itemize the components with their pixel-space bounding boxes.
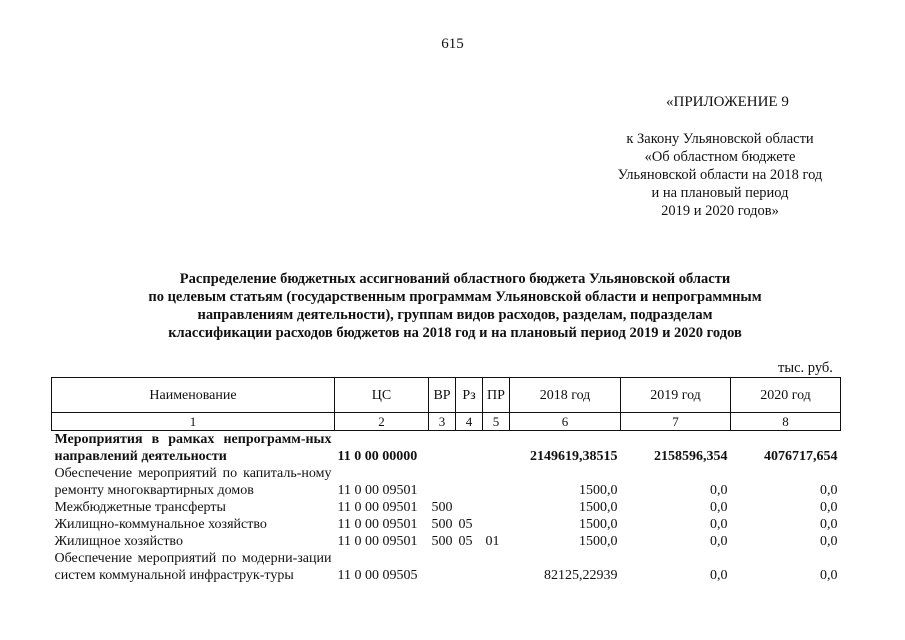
row-pr: 01 (485, 534, 500, 549)
row-cs: 11 0 00 09501 (337, 517, 418, 532)
column-number: 5 (483, 413, 510, 431)
header-name: Наименование (52, 378, 335, 413)
header-rz: Рз (456, 378, 483, 413)
row-name: Межбюджетные трансферты (54, 500, 226, 515)
law-reference-line: к Закону Ульяновской области (626, 131, 814, 147)
law-reference (600, 130, 840, 220)
header-pr: ПР (483, 378, 510, 413)
row-name: Обеспечение мероприятий по модерни-зации систем коммунальной инфраструк-туры (54, 551, 332, 583)
row-pr (483, 550, 510, 584)
row-vr (429, 550, 456, 584)
row-2018: 1500,0 (579, 517, 618, 532)
appendix-title: «ПРИЛОЖЕНИЕ 9 (666, 94, 789, 110)
document-title (60, 270, 850, 342)
column-number: 3 (429, 413, 456, 431)
row-2020: 4076717,654 (764, 449, 838, 464)
row-cs: 11 0 00 00000 (337, 449, 418, 464)
column-number: 1 (52, 413, 335, 431)
law-reference-line: и на плановый период (651, 185, 789, 201)
row-vr: 500 (431, 500, 453, 515)
row-rz (456, 499, 483, 516)
column-number: 7 (621, 413, 731, 431)
row-rz (456, 431, 483, 466)
header-2018: 2018 год (510, 378, 621, 413)
row-2020: 0,0 (820, 517, 838, 532)
title-line: классификации расходов бюджетов на 2018 год и на плановый период 2019 и 2020 годов (168, 325, 742, 341)
row-cs: 11 0 00 09501 (337, 534, 418, 549)
table-row (52, 516, 841, 533)
column-number: 2 (335, 413, 429, 431)
table-row (52, 550, 841, 584)
header-row (52, 378, 841, 413)
header-vr: ВР (429, 378, 456, 413)
row-cs: 11 0 00 09501 (337, 483, 418, 498)
row-pr (483, 465, 510, 499)
column-number: 6 (510, 413, 621, 431)
row-2019: 2158596,354 (654, 449, 728, 464)
row-2019: 0,0 (710, 534, 728, 549)
row-2019: 0,0 (710, 568, 728, 583)
row-vr (429, 431, 456, 466)
row-2019: 0,0 (710, 500, 728, 515)
row-pr (483, 516, 510, 533)
row-name: Жилищное хозяйство (54, 534, 183, 549)
row-vr: 500 (431, 534, 453, 549)
row-2018: 2149619,38515 (530, 449, 618, 464)
row-2019: 0,0 (710, 483, 728, 498)
row-2020: 0,0 (820, 500, 838, 515)
law-reference-line: Ульяновской области на 2018 год (617, 167, 823, 183)
law-reference-line: 2019 и 2020 годов» (661, 203, 779, 219)
law-reference-line: «Об областном бюджете (644, 149, 796, 165)
row-pr (483, 431, 510, 466)
budget-table (51, 377, 841, 584)
row-2018: 1500,0 (579, 500, 618, 515)
row-2018: 1500,0 (579, 534, 618, 549)
row-2019: 0,0 (710, 517, 728, 532)
row-name: Обеспечение мероприятий по капиталь-ному ремонту многоквартирных домов (54, 466, 332, 498)
header-2019: 2019 год (621, 378, 731, 413)
row-vr: 500 (431, 517, 453, 532)
row-2018: 82125,22939 (544, 568, 618, 583)
row-rz (456, 465, 483, 499)
row-2020: 0,0 (820, 568, 838, 583)
header-cs: ЦС (335, 378, 429, 413)
title-line: по целевым статьям (государственным программам Ульяновской области и непрограммным (148, 289, 762, 305)
title-line: направлениям деятельности), группам видов расходов, разделам, подразделам (197, 307, 713, 323)
row-pr (483, 499, 510, 516)
table-row (52, 465, 841, 499)
header-2020: 2020 год (731, 378, 841, 413)
table-row (52, 431, 841, 466)
column-number-row (52, 413, 841, 431)
row-2020: 0,0 (820, 483, 838, 498)
row-vr (429, 465, 456, 499)
page-number: 615 (441, 36, 464, 52)
row-cs: 11 0 00 09505 (337, 568, 418, 583)
column-number: 4 (456, 413, 483, 431)
table-row (52, 499, 841, 516)
row-name: Мероприятия в рамках непрограмм-ных направлений деятельности (54, 432, 332, 464)
row-rz (456, 550, 483, 584)
units-label: тыс. руб. (778, 360, 833, 376)
row-cs: 11 0 00 09501 (337, 500, 418, 515)
column-number: 8 (731, 413, 841, 431)
row-rz: 05 (458, 534, 473, 549)
row-2018: 1500,0 (579, 483, 618, 498)
title-line: Распределение бюджетных ассигнований областного бюджета Ульяновской области (179, 271, 731, 287)
row-rz: 05 (458, 517, 473, 532)
row-name: Жилищно-коммунальное хозяйство (54, 517, 267, 532)
row-2020: 0,0 (820, 534, 838, 549)
table-row (52, 533, 841, 550)
